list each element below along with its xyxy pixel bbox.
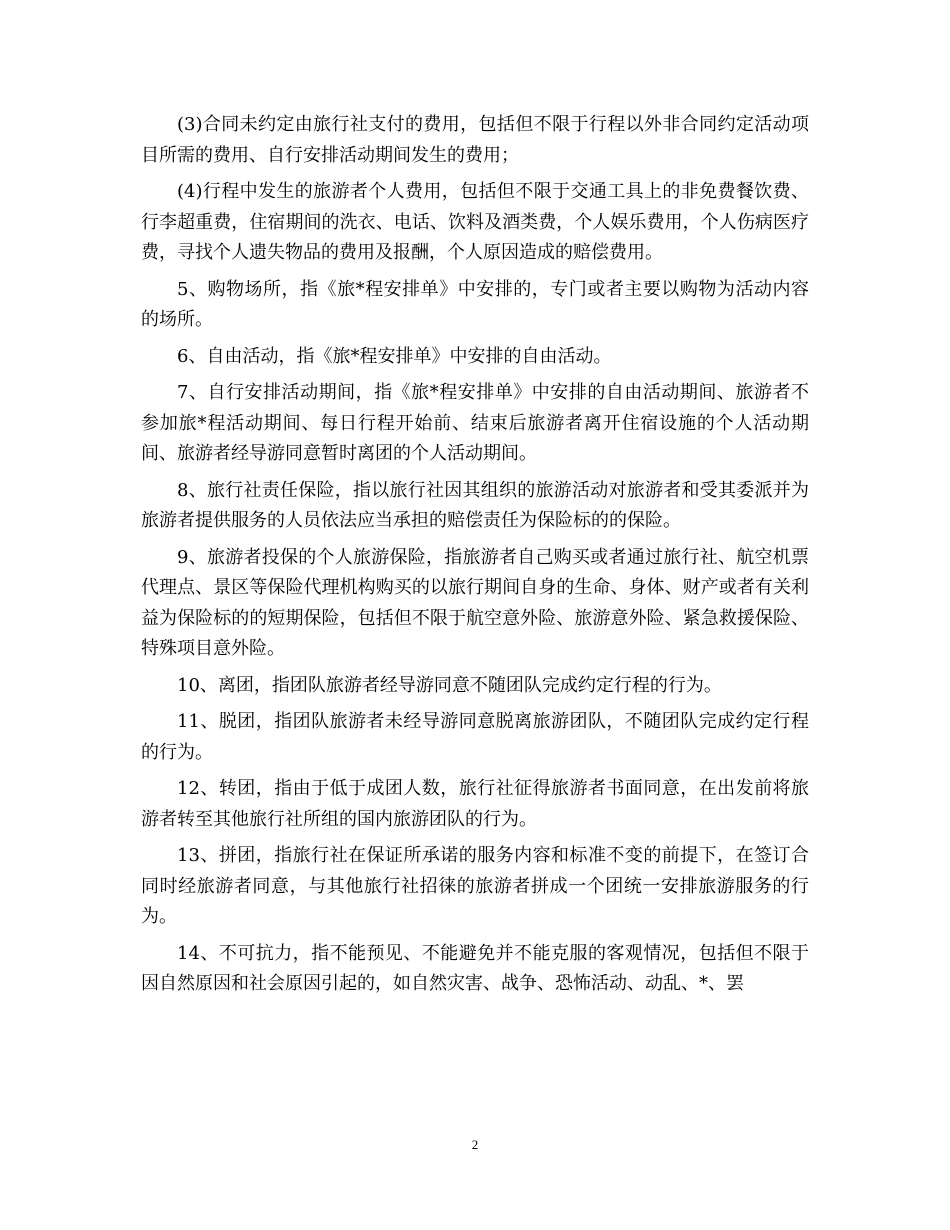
paragraph-expense-3: (3)合同未约定由旅行社支付的费用，包括但不限于行程以外非合同约定活动项目所需的费用、自行安排活动期间发生的费用； (141, 114, 809, 166)
paragraph-personal-insurance: 9、旅游者投保的个人旅游保险，指旅游者自己购买或者通过旅行社、航空机票代理点、景区等保险代理机构购买的以旅行期间自身的生命、身体、财产或者有关利益为保险标的的短期保险，包括但不限于航空意外险、旅游意外险、紧急救援保险、特殊项目意外险。 (141, 546, 809, 659)
paragraph-transfer-group: 12、转团，指由于低于成团人数，旅行社征得旅游者书面同意，在出发前将旅游者转至其他旅行社所组的国内旅游团队的行为。 (141, 778, 809, 830)
paragraph-leave-group: 10、离团，指团队旅游者经导游同意不随团队完成约定行程的行为。 (177, 674, 722, 696)
document-body (141, 110, 809, 1006)
paragraph-liability-insurance: 8、旅行社责任保险，指以旅行社因其组织的旅游活动对旅游者和受其委派并为旅游者提供服务的人员依法应当承担的赔偿责任为保险标的的保险。 (141, 479, 809, 531)
paragraph-force-majeure: 14、不可抗力，指不能预见、不能避免并不能克服的客观情况，包括但不限于因自然原因和社会原因引起的，如自然灾害、战争、恐怖活动、动乱、*、罢 (141, 942, 809, 994)
paragraph-depart-group: 11、脱团，指团队旅游者未经导游同意脱离旅游团队，不随团队完成约定行程的行为。 (141, 711, 809, 763)
paragraph-expense-4: (4)行程中发生的旅游者个人费用，包括但不限于交通工具上的非免费餐饮费、行李超重费，住宿期间的洗衣、电话、饮料及酒类费，个人娱乐费用，个人伤病医疗费，寻找个人遗失物品的费用及报酬，个人原因造成的赔偿费用。 (141, 181, 809, 263)
paragraph-self-arranged-period: 7、自行安排活动期间，指《旅*程安排单》中安排的自由活动期间、旅游者不参加旅*程活动期间、每日行程开始前、结束后旅游者离开住宿设施的个人活动期间、旅游者经导游同意暂时离团的个人活动期间。 (141, 382, 809, 464)
paragraph-merge-group: 13、拼团，指旅行社在保证所承诺的服务内容和标准不变的前提下，在签订合同时经旅游者同意，与其他旅行社招徕的旅游者拼成一个团统一安排旅游服务的行为。 (141, 845, 809, 927)
paragraph-free-activity: 6、自由活动，指《旅*程安排单》中安排的自由活动。 (177, 345, 612, 367)
paragraph-shopping-venue: 5、购物场所，指《旅*程安排单》中安排的，专门或者主要以购物为活动内容的场所。 (141, 278, 809, 330)
page-number: 2 (471, 1137, 479, 1152)
